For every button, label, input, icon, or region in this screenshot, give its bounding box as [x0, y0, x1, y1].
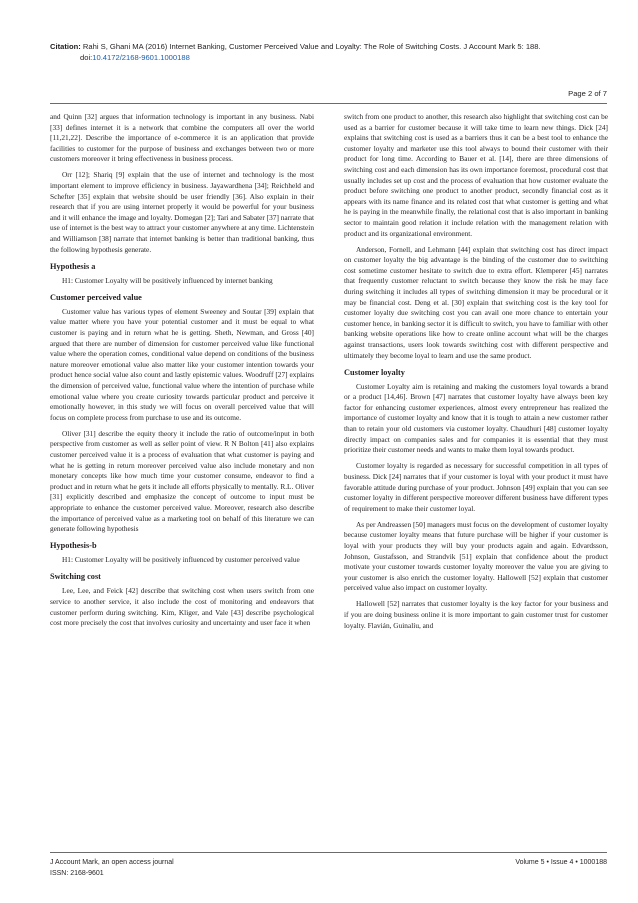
- paragraph: switch from one product to another, this research also highlight that switching cost can be used as a barrier for customer because it will take time to learn new things. Dick [24] explains that switching cost is used as a barriers thus it can be a best tool to enhance the customer loyalty and marketer use this tool always to bound their customer with their product for long time. According to Bauer et al. [14], there are three dimensions of switching cost and each dimension has its own importance foremost, procedural cost that usually includes set up cost and the process of evaluation that how customer evaluate the product before switching one product to another product, secondly financial cost as it appears with its name finance and its related cost that what customer is getting and what he is paying in the meanwhile finally, the relational cost that is also important in banking sector to maintain good relation it include relation with the management relation with product and its organizational environment.: [344, 112, 608, 238]
- section-heading-hypothesis-b: Hypothesis-b: [50, 541, 97, 551]
- left-column: [50, 112, 314, 634]
- paragraph: Customer value has various types of element Sweeney and Soutar [39] explain that value matter where you have your potential customer and it must be equal to what customer is paying and in return what he is getting. Sheth, Newman, and Gross [40] argued that there are number of dimension for customer perceived value like functional value where the operation comes, conditional value depend on conditions of the business nature moreover emotional value also matter like your customer intention towards your product hence social value also count and lastly epistemic values. Woodruff [27] explains the dimension of perceived value, functional value where the intention of purchase while emotional value where you create curiosity towards particular product and perceive it emotionally however, in this study we will focus on overall perceived value that will focus on complete process from purchase to use and its outcome.: [50, 306, 314, 422]
- section-heading-hypothesis-a: Hypothesis a: [50, 261, 96, 271]
- paragraph: Customer loyalty is regarded as necessary for successful competition in all types of business. Dick [24] narrates that if your customer is loyal with your product it must have favorable attitude during purchase of your product. Johnson [49] explain that you can see customer loyalty in different perspective moreover different business have different types of requirement to make their customer loyal.: [344, 461, 608, 513]
- paragraph: Anderson, Fornell, and Lehmann [44] explain that switching cost has direct impact on customer loyalty the big advantage is the binding of the customer due to switching cost sometime customer hesitate to switch due to extra effort. Klemperer [45] narrates that frequently customer reluctant to switch because they know the risk he may face during switching it includes all types of switching dimension it may be procedural or it may be financial cost. Deng et al. [30] explain that switching cost is the key tool for customer loyalty due switching cost you can avail one more chance to entertain your customer hence, in banking sector it is difficult to switch, you have to familiar with other banking website operations like how to create online account what will be the charges against transactions, users look towards switching cost with different perspective and ultimately they become loyal to learn and use the same product.: [344, 244, 608, 360]
- paragraph: and Quinn [32] argues that information technology is important in any business. Nabi [33] defines internet it is a network that combine the computers all over the world [11,21,22]. Describe the importance of e-commerce it is an application that provide facilities to customer for the purpose of business and exchanges between two or more customers moreover it bring effectiveness in business process.: [50, 112, 314, 164]
- page-number: Page 2 of 7: [568, 89, 607, 98]
- footer-volume-info: [515, 858, 607, 869]
- journal-name: J Account Mark, an open access journal: [50, 859, 174, 866]
- volume-issue: Volume 5 • Issue 4 • 1000188: [515, 859, 607, 866]
- paragraph: Orr [12]; Shariq [9] explain that the use of internet and technology is the most important element to improve efficiency in business. Jayawardhena [34]; Reichheld and Schefter [35] explain that website should be user friendly [36]. Also explain in their research that if you are using internet properly it would be powerful for your business and it will enhance the image and loyalty. Domegan [2]; Tari and Sabater [37] narrate that use of internet is the best way to attract your customer anywhere at any time. Lichtenstein and Williamson [38] narrate that internet banking is better than traditional banking, thus the following hypothesis generate.: [50, 170, 314, 254]
- issn: ISSN: 2168-9601: [50, 869, 104, 877]
- section-heading-switching-cost: Switching cost: [50, 572, 101, 582]
- citation-text: Rahi S, Ghani MA (2016) Internet Banking, Customer Perceived Value and Loyalty: The Role of Switching Costs. J Account Mark 5: 188.: [82, 42, 541, 51]
- section-heading-customer-perceived-value: Customer perceived value: [50, 292, 142, 302]
- doi-line: [50, 53, 610, 64]
- section-heading-customer-loyalty: Customer loyalty: [344, 367, 405, 377]
- paragraph: As per Andreassen [50] managers must focus on the development of customer loyalty because customer loyalty means that future purchase will be higher if your customer is loyal with your products they will buy your products again and again. Edvardsson, Johnson, Gustafsson, and Strandvik [51] explain that confidence about the product motivate your customer towards customer loyalty moreover the value you are giving to your customer is also enrich the customer loyalty. Hallowell [52] explain that customer perceived value also impact on customer loyalty.: [344, 519, 608, 593]
- paragraph: Lee, Lee, and Feick [42] describe that switching cost when users switch from one service to another service, it also include the cost of monitoring and endeavors that customer perform during switching. Kim, Kliger, and Vale [43] describe psychological cost more precisely the cost that involves curiosity and uncertainty and user face it when: [50, 586, 314, 628]
- doi-link[interactable]: 10.4172/2168-9601.1000188: [92, 52, 190, 62]
- hypothesis-b-text: H1: Customer Loyalty will be positively influenced by customer perceived value: [62, 555, 300, 565]
- paragraph: Oliver [31] describe the equity theory it include the ratio of outcome/input in both perspective from customer as well as seller point of view. R N Bolton [41] also explains customer perceived value it is a process of evaluation that what customer is paying and what he is getting in return moreover perceived value also include monetary and non monetary concepts like how much time your customer consume, endeavor to find a product and in return what he gets it include all efforts physically to mentally. R.L. Oliver [31] explicitly described and emphasize the concept of outcome to input must be appropriate to enhance the customer perceived value. Moreover, research also describe the importance of perceived value as a marketing tool on behalf of this literature we can generate following hypothesis: [50, 428, 314, 534]
- footer-journal-info: [50, 858, 174, 879]
- hypothesis-a-text: H1: Customer Loyalty will be positively influenced by internet banking: [62, 275, 273, 285]
- header-rule: [50, 103, 607, 104]
- right-column: [344, 112, 608, 637]
- doi-label: doi:: [80, 52, 93, 62]
- citation-header: [50, 42, 610, 63]
- citation-label: Citation:: [50, 42, 81, 51]
- paragraph: Customer Loyalty aim is retaining and making the customers loyal towards a brand or a product [14,46]. Brown [47] narrates that customer loyalty have always been key factor for enhancing customer experiences, almost every entrepreneur has realized the importance of customer loyalty and know that it is tough to attain a new customer rather than to retain your old customers via customer loyalty. Chaudhuri [48] customer loyalty directly impact on companies sales and for companies it is essential that they must prioritize their customer needs and wants to make them loyal towards product.: [344, 381, 608, 455]
- footer-rule: [50, 852, 607, 853]
- paragraph: Hallowell [52] narrates that customer loyalty is the key factor for your business and if you are doing business online it is more important to gain customer trust for customer loyalty. Flavián, Guinalíu, and: [344, 599, 608, 630]
